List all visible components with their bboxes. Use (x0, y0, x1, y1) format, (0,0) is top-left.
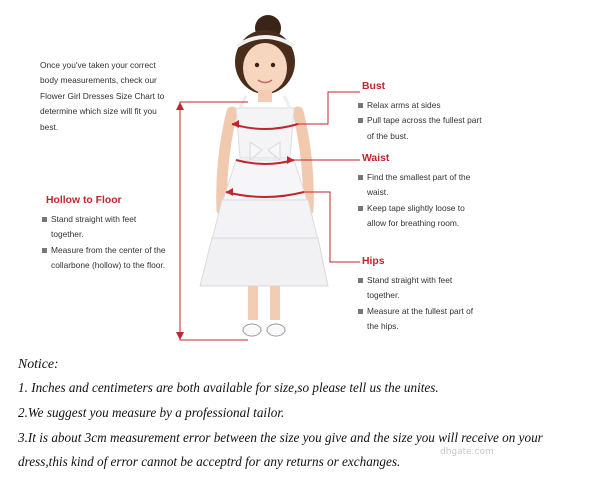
girl-illustration (150, 0, 370, 350)
hips-title: Hips (362, 256, 385, 267)
hollow-item-1: Stand straight with feet together. (42, 212, 170, 243)
notice-line-4: dress,this kind of error cannot be acceptrd for any returns or exchanges. (18, 454, 401, 469)
bust-item-2: Pull tape across the fullest part of the bust. (358, 113, 488, 144)
bust-item-1: Relax arms at sides (358, 98, 488, 113)
notice-line-2: 2.We suggest you measure by a professional tailor. (18, 405, 285, 420)
waist-item-1: Find the smallest part of the waist. (358, 170, 476, 201)
bust-instructions (358, 98, 488, 144)
hollow-to-floor-instructions (42, 212, 170, 274)
hips-item-2: Measure at the fullest part of the hips. (358, 304, 478, 335)
notice-title: Notice: (18, 356, 59, 371)
waist-instructions (358, 170, 476, 232)
waist-title: Waist (362, 153, 390, 164)
notice-line-1: 1. Inches and centimeters are both available for size,so please tell us the unites. (18, 380, 439, 395)
hollow-to-floor-title: Hollow to Floor (46, 195, 122, 206)
notice-line-3: 3.It is about 3cm measurement error between the size you give and the size you will receive on your (18, 430, 543, 445)
hips-item-1: Stand straight with feet together. (358, 273, 478, 304)
watermark: dhgate.com (440, 447, 494, 457)
hips-instructions (358, 273, 478, 335)
hollow-item-2: Measure from the center of the collarbone (hollow) to the floor. (42, 243, 170, 274)
bust-title: Bust (362, 81, 386, 92)
intro-text: Once you've taken your correct body measurements, check our Flower Girl Dresses Size Chart to determine which size will fit you best. (40, 60, 165, 132)
waist-item-2: Keep tape slightly loose to allow for breathing room. (358, 201, 476, 232)
bust-leader-line (298, 92, 360, 124)
